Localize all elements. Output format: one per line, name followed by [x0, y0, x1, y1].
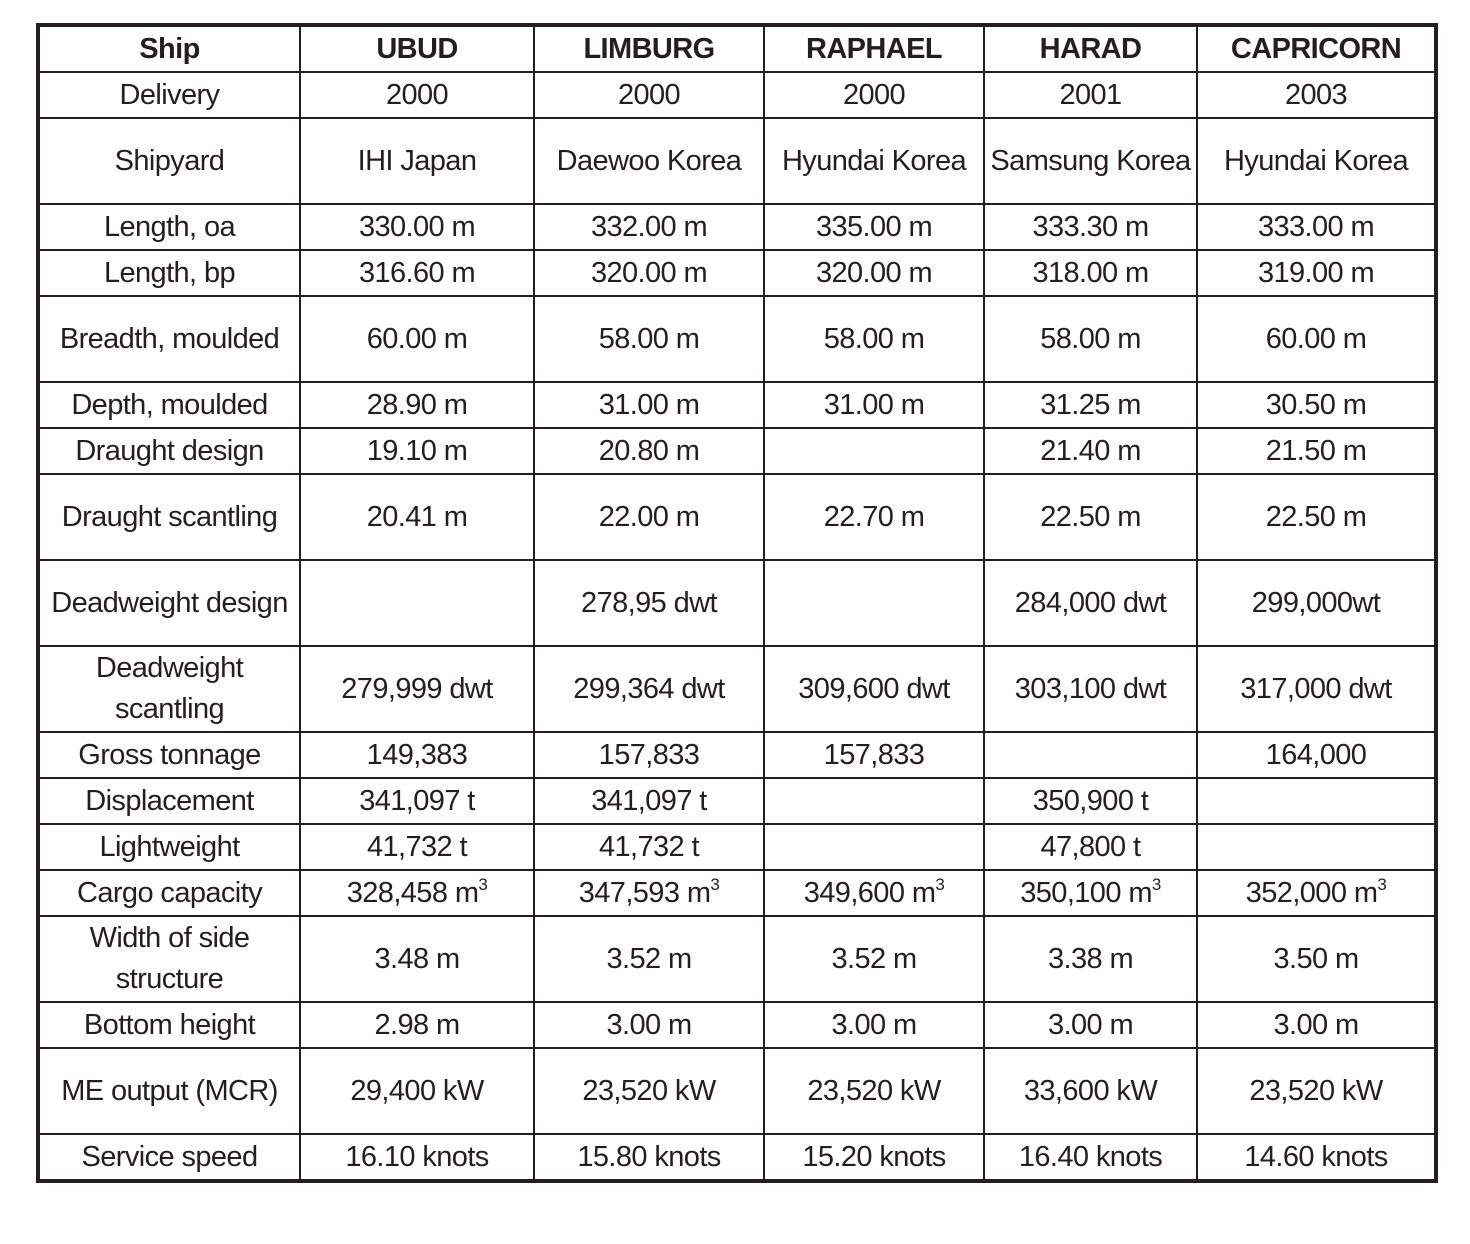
- table-cell: [534, 732, 764, 778]
- cell-value: 335.00 m: [815, 210, 933, 243]
- table-cell: [534, 1048, 764, 1134]
- table-row: [38, 778, 1436, 824]
- table-cell: [534, 474, 764, 560]
- table-cell: [984, 204, 1197, 250]
- table-cell: [534, 118, 764, 204]
- table-cell: [1197, 250, 1436, 296]
- table-cell: [984, 296, 1197, 382]
- table-cell: [1197, 732, 1436, 778]
- table-cell: [984, 824, 1197, 870]
- cell-value: 30.50 m: [1265, 388, 1367, 421]
- cell-value: 20.41 m: [366, 500, 468, 533]
- table-cell: [984, 916, 1197, 1002]
- cell-value: 47,800 t: [1040, 830, 1141, 863]
- cell-value: 320.00 m: [815, 256, 933, 289]
- cell-value: 319.00 m: [1257, 256, 1375, 289]
- table-row: [38, 118, 1436, 204]
- table-cell: [764, 250, 984, 296]
- table-cell: [534, 296, 764, 382]
- row-label: Width of side structure: [38, 916, 300, 1002]
- row-label: Shipyard: [38, 118, 300, 204]
- table-cell: [1197, 382, 1436, 428]
- unit-superscript: 3: [710, 874, 720, 894]
- row-label: ME output (MCR): [38, 1048, 300, 1134]
- header-capricorn: CAPRICORN: [1197, 25, 1436, 72]
- table-row: [38, 72, 1436, 118]
- table-cell: [534, 1134, 764, 1181]
- cell-value: 318.00 m: [1032, 256, 1149, 289]
- cell-value: 330.00 m: [358, 210, 476, 243]
- unit-superscript: 3: [935, 874, 945, 894]
- table-cell: [534, 250, 764, 296]
- cell-value: 333.30 m: [1032, 210, 1149, 243]
- table-cell: [764, 1134, 984, 1181]
- cell-value: Samsung Korea: [990, 144, 1191, 177]
- row-label: Displacement: [38, 778, 300, 824]
- table-row: [38, 1002, 1436, 1048]
- cell-value: 31.00 m: [823, 388, 925, 421]
- cell-value: 21.50 m: [1265, 434, 1367, 467]
- header-harad: HARAD: [984, 25, 1197, 72]
- table-cell: [1197, 916, 1436, 1002]
- table-cell: [534, 72, 764, 118]
- cell-value: 350,100 m: [1020, 876, 1152, 909]
- table-cell: [984, 382, 1197, 428]
- cell-value: 303,100 dwt: [1014, 672, 1167, 705]
- cell-value: 320.00 m: [590, 256, 708, 289]
- table-cell: [1197, 560, 1436, 646]
- table-row: [38, 250, 1436, 296]
- cell-value: 341,097 t: [591, 784, 707, 817]
- cell-value: IHI Japan: [357, 144, 477, 177]
- header-ship: Ship: [38, 25, 300, 72]
- table-cell: [300, 118, 534, 204]
- row-label: Deadweight design: [38, 560, 300, 646]
- table-cell: [984, 1048, 1197, 1134]
- table-cell: [300, 1048, 534, 1134]
- table-cell: [984, 870, 1197, 916]
- cell-value: 41,732 t: [366, 830, 467, 863]
- table-cell: [300, 204, 534, 250]
- table-cell: [984, 732, 1197, 778]
- cell-value: 3.48 m: [374, 942, 460, 975]
- cell-value: 20.80 m: [598, 434, 700, 467]
- cell-value: 31.00 m: [598, 388, 700, 421]
- cell-value: 352,000 m: [1245, 876, 1378, 909]
- cell-value: 299,000wt: [1251, 586, 1381, 619]
- cell-value: 341,097 t: [359, 784, 475, 817]
- cell-value: 22.00 m: [598, 500, 700, 533]
- table-row: [38, 824, 1436, 870]
- ship-comparison-table: [36, 23, 1438, 1183]
- table-cell: [300, 778, 534, 824]
- cell-value: 23,520 kW: [582, 1074, 716, 1107]
- table-cell: [764, 296, 984, 382]
- table-cell: [300, 474, 534, 560]
- row-label: Deadweight scantling: [38, 646, 300, 732]
- ship-comparison-table-container: [36, 23, 1434, 1183]
- cell-value: 347,593 m: [578, 876, 711, 909]
- cell-value: 157,833: [598, 738, 700, 771]
- table-cell: [764, 916, 984, 1002]
- unit-superscript: 3: [478, 874, 488, 894]
- cell-value: 16.40 knots: [1018, 1140, 1163, 1173]
- table-cell: [534, 916, 764, 1002]
- table-cell: [984, 1134, 1197, 1181]
- cell-value: 279,999 dwt: [341, 672, 493, 705]
- header-ubud: UBUD: [300, 25, 534, 72]
- cell-value: 2003: [1284, 78, 1348, 111]
- table-cell: [1197, 870, 1436, 916]
- table-cell: [300, 1002, 534, 1048]
- cell-value: Daewoo Korea: [556, 144, 742, 177]
- table-cell: [534, 870, 764, 916]
- table-row: [38, 916, 1436, 1002]
- cell-value: 2001: [1059, 78, 1122, 111]
- table-row: [38, 732, 1436, 778]
- table-cell: [1197, 428, 1436, 474]
- row-label: Breadth, moulded: [38, 296, 300, 382]
- cell-value: 22.50 m: [1040, 500, 1141, 533]
- cell-value: 23,520 kW: [807, 1074, 941, 1107]
- cell-value: 309,600 dwt: [798, 672, 950, 705]
- cell-value: 317,000 dwt: [1240, 672, 1392, 705]
- table-cell: [300, 916, 534, 1002]
- table-cell: [1197, 118, 1436, 204]
- table-cell: [1197, 72, 1436, 118]
- table-row: [38, 1134, 1436, 1181]
- cell-value: 21.40 m: [1040, 434, 1141, 467]
- cell-value: 328,458 m: [346, 876, 479, 909]
- table-cell: [300, 824, 534, 870]
- cell-value: 41,732 t: [598, 830, 699, 863]
- cell-value: 350,900 t: [1032, 784, 1149, 817]
- table-cell: [764, 118, 984, 204]
- cell-value: 2.98 m: [374, 1008, 460, 1041]
- table-cell: [300, 1134, 534, 1181]
- table-cell: [1197, 1002, 1436, 1048]
- table-cell: [1197, 646, 1436, 732]
- cell-value: 3.38 m: [1047, 942, 1134, 975]
- table-cell: [764, 204, 984, 250]
- table-row: [38, 204, 1436, 250]
- table-cell: [984, 560, 1197, 646]
- row-label: Gross tonnage: [38, 732, 300, 778]
- row-label: Delivery: [38, 72, 300, 118]
- table-cell: [764, 732, 984, 778]
- row-label: Depth, moulded: [38, 382, 300, 428]
- cell-value: 19.10 m: [366, 434, 468, 467]
- row-label: Length, oa: [38, 204, 300, 250]
- row-label: Service speed: [38, 1134, 300, 1181]
- header-row: [38, 25, 1436, 72]
- table-row: [38, 646, 1436, 732]
- cell-value: 23,520 kW: [1249, 1074, 1383, 1107]
- cell-value: 14.60 knots: [1244, 1140, 1388, 1173]
- cell-value: 58.00 m: [1040, 322, 1141, 355]
- table-row: [38, 870, 1436, 916]
- table-cell: [764, 778, 984, 824]
- table-cell: [1197, 824, 1436, 870]
- cell-value: 58.00 m: [823, 322, 925, 355]
- cell-value: 15.20 knots: [802, 1140, 946, 1173]
- table-cell: [764, 824, 984, 870]
- table-cell: [1197, 1134, 1436, 1181]
- table-cell: [984, 646, 1197, 732]
- table-row: [38, 296, 1436, 382]
- table-cell: [984, 778, 1197, 824]
- cell-value: 60.00 m: [366, 322, 468, 355]
- table-cell: [1197, 296, 1436, 382]
- table-cell: [300, 428, 534, 474]
- cell-value: 3.00 m: [1273, 1008, 1359, 1041]
- table-cell: [764, 560, 984, 646]
- table-cell: [764, 870, 984, 916]
- cell-value: 349,600 m: [803, 876, 936, 909]
- table-cell: [984, 72, 1197, 118]
- table-cell: [984, 250, 1197, 296]
- cell-value: 299,364 dwt: [573, 672, 725, 705]
- table-cell: [1197, 474, 1436, 560]
- cell-value: 22.50 m: [1265, 500, 1367, 533]
- row-label: Lightweight: [38, 824, 300, 870]
- table-cell: [764, 382, 984, 428]
- table-cell: [1197, 1048, 1436, 1134]
- cell-value: 278,95 dwt: [581, 586, 717, 619]
- cell-value: 3.52 m: [831, 942, 917, 975]
- row-label: Cargo capacity: [38, 870, 300, 916]
- table-cell: [534, 204, 764, 250]
- cell-value: 33,600 kW: [1023, 1074, 1158, 1107]
- table-cell: [764, 428, 984, 474]
- table-cell: [764, 1048, 984, 1134]
- table-cell: [534, 382, 764, 428]
- cell-value: 15.80 knots: [577, 1140, 721, 1173]
- cell-value: Hyundai Korea: [781, 144, 967, 177]
- table-cell: [764, 646, 984, 732]
- cell-value: 2000: [842, 78, 906, 111]
- cell-value: 316.60 m: [358, 256, 476, 289]
- cell-value: 149,383: [366, 738, 468, 771]
- cell-value: 58.00 m: [598, 322, 700, 355]
- cell-value: 22.70 m: [823, 500, 925, 533]
- table-cell: [984, 1002, 1197, 1048]
- unit-superscript: 3: [1151, 874, 1161, 894]
- cell-value: 29,400 kW: [350, 1074, 484, 1107]
- table-cell: [764, 72, 984, 118]
- table-cell: [534, 824, 764, 870]
- table-cell: [534, 778, 764, 824]
- header-raphael: RAPHAEL: [764, 25, 984, 72]
- table-cell: [300, 250, 534, 296]
- table-cell: [534, 428, 764, 474]
- table-cell: [984, 474, 1197, 560]
- cell-value: 2000: [617, 78, 681, 111]
- table-cell: [300, 646, 534, 732]
- cell-value: 31.25 m: [1040, 388, 1141, 421]
- row-label: Draught design: [38, 428, 300, 474]
- table-row: [38, 382, 1436, 428]
- cell-value: 284,000 dwt: [1014, 586, 1167, 619]
- table-row: [38, 1048, 1436, 1134]
- table-cell: [534, 560, 764, 646]
- table-cell: [984, 118, 1197, 204]
- cell-value: 16.10 knots: [345, 1140, 489, 1173]
- cell-value: 28.90 m: [366, 388, 468, 421]
- table-cell: [300, 560, 534, 646]
- unit-superscript: 3: [1377, 874, 1387, 894]
- table-cell: [300, 382, 534, 428]
- table-body: [38, 72, 1436, 1181]
- cell-value: 2000: [385, 78, 449, 111]
- cell-value: 3.00 m: [1047, 1008, 1134, 1041]
- row-label: Draught scantling: [38, 474, 300, 560]
- table-row: [38, 474, 1436, 560]
- table-row: [38, 428, 1436, 474]
- table-cell: [764, 1002, 984, 1048]
- cell-value: 333.00 m: [1257, 210, 1375, 243]
- table-cell: [300, 732, 534, 778]
- row-label: Length, bp: [38, 250, 300, 296]
- table-cell: [1197, 204, 1436, 250]
- cell-value: 157,833: [823, 738, 925, 771]
- cell-value: 60.00 m: [1265, 322, 1367, 355]
- table-cell: [534, 646, 764, 732]
- cell-value: 3.00 m: [606, 1008, 692, 1041]
- row-label: Bottom height: [38, 1002, 300, 1048]
- table-cell: [534, 1002, 764, 1048]
- table-cell: [300, 72, 534, 118]
- table-cell: [300, 870, 534, 916]
- cell-value: 3.50 m: [1273, 942, 1359, 975]
- cell-value: 3.52 m: [606, 942, 692, 975]
- cell-value: 3.00 m: [831, 1008, 917, 1041]
- table-cell: [300, 296, 534, 382]
- table-cell: [1197, 778, 1436, 824]
- cell-value: Hyundai Korea: [1223, 144, 1409, 177]
- cell-value: 164,000: [1265, 738, 1367, 771]
- table-cell: [764, 474, 984, 560]
- table-cell: [984, 428, 1197, 474]
- table-row: [38, 560, 1436, 646]
- cell-value: 332.00 m: [590, 210, 708, 243]
- header-limburg: LIMBURG: [534, 25, 764, 72]
